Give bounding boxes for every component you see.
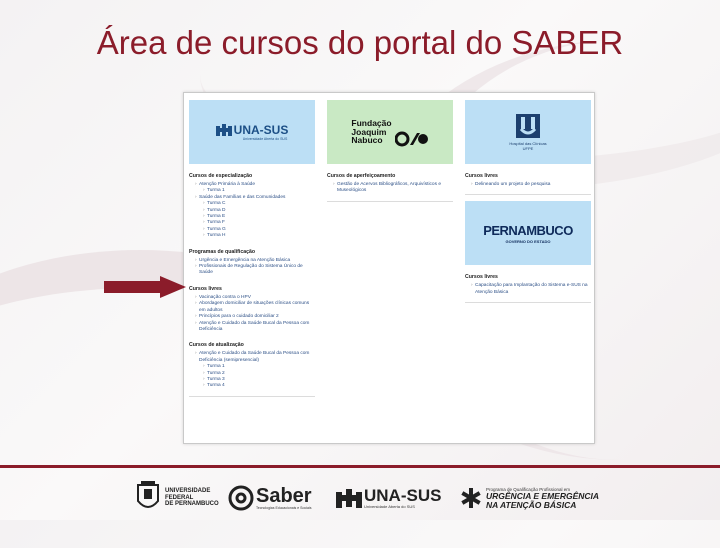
fundaj-logo-line: Fundação bbox=[351, 118, 392, 129]
ufpe-crest-icon bbox=[135, 481, 161, 515]
hc-column bbox=[465, 100, 591, 303]
programa-logo-line: NA ATENÇÃO BÁSICA bbox=[486, 499, 577, 510]
portal-screenshot bbox=[183, 92, 595, 444]
unasus-footer-logo bbox=[336, 478, 441, 518]
highlight-arrow-icon bbox=[104, 276, 186, 298]
ufpe-logo-line: FEDERAL bbox=[165, 494, 194, 501]
fundaj-logo-line: Nabuco bbox=[351, 135, 383, 146]
turma-link[interactable]: › Turma 2 bbox=[189, 371, 315, 377]
divider bbox=[327, 201, 453, 202]
turma-link[interactable]: › Turma G bbox=[189, 227, 315, 233]
turma-link[interactable]: › Turma 1 bbox=[189, 188, 315, 194]
saber-logo bbox=[228, 478, 312, 518]
slide-title: Área de cursos do portal do SABER bbox=[96, 24, 624, 61]
section-title: Cursos livres bbox=[465, 274, 498, 281]
saber-at-icon bbox=[228, 485, 254, 511]
pernambuco-logo[interactable] bbox=[465, 201, 591, 265]
programa-logo-line: Programa de Qualificação Profissional em bbox=[486, 486, 571, 492]
hc-logo-line: UFPE bbox=[522, 146, 534, 151]
unasus-cross-icon bbox=[216, 123, 232, 137]
course-link[interactable]: › Profissionais de Regulação do Sistema Único de Saúde bbox=[189, 264, 315, 277]
section-title: Cursos livres bbox=[189, 285, 222, 292]
pernambuco-logo-text: PERNAMBUCO bbox=[483, 222, 573, 238]
unasus-cross-icon bbox=[336, 487, 362, 509]
section-title: Cursos de aperfeiçoamento bbox=[327, 173, 396, 179]
pernambuco-logo-sub: GOVERNO DO ESTADO bbox=[505, 238, 551, 244]
star-of-life-icon bbox=[460, 487, 482, 509]
fundaj-column bbox=[327, 100, 453, 202]
divider bbox=[189, 396, 315, 397]
divider bbox=[465, 302, 591, 303]
hc-logo[interactable] bbox=[465, 100, 591, 164]
turma-link[interactable]: › Turma E bbox=[189, 214, 315, 220]
unasus-logo-sub: Universidade Aberta do SUS bbox=[242, 137, 288, 141]
turma-link[interactable]: › Turma C bbox=[189, 201, 315, 207]
ufpe-logo-line: DE PERNAMBUCO bbox=[165, 501, 219, 508]
turma-link[interactable]: › Turma H bbox=[189, 233, 315, 239]
turma-link[interactable]: › Turma D bbox=[189, 208, 315, 214]
programa-logo bbox=[460, 478, 599, 518]
divider bbox=[465, 194, 591, 195]
section-title: Cursos de especialização bbox=[189, 173, 253, 179]
fundaj-logo-line: Joaquim bbox=[351, 126, 387, 137]
turma-link[interactable]: › Turma 4 bbox=[189, 383, 315, 389]
course-link[interactable]: › Vacinação contra o HPV bbox=[189, 295, 315, 301]
fundaj-symbol-icon bbox=[395, 131, 429, 147]
unasus-footer-text: UNA-SUS bbox=[364, 486, 442, 505]
turma-link[interactable]: › Turma F bbox=[189, 220, 315, 226]
section-title: Cursos de atualização bbox=[189, 342, 244, 349]
course-link[interactable]: › Capacitação para Implantação do Sistema e-SUS na Atenção Básica bbox=[465, 283, 591, 296]
saber-logo-text: Saber bbox=[256, 485, 312, 507]
saber-logo-sub: Tecnologias Educacionais e Sociais bbox=[256, 506, 312, 510]
course-link[interactable]: › Gestão de Acervos Bibliográficos, Arquivísticos e Museológicos bbox=[327, 182, 453, 195]
section-title: Cursos livres bbox=[465, 173, 498, 179]
ufpe-logo-line: UNIVERSIDADE bbox=[165, 488, 211, 495]
unasus-logo-text: UNA-SUS bbox=[233, 123, 289, 137]
hc-emblem-icon bbox=[515, 113, 541, 139]
course-link[interactable]: › Delineando um projeto de pesquisa bbox=[465, 182, 591, 188]
course-link[interactable]: › Princípios para o cuidado domiciliar 2 bbox=[189, 314, 315, 320]
turma-link[interactable]: › Turma 3 bbox=[189, 377, 315, 383]
course-link[interactable]: › Atenção Primária à Saúde bbox=[189, 182, 315, 188]
course-link[interactable]: › Atenção e Cuidado da Saúde Bucal da Pessoa com Deficiência bbox=[189, 321, 315, 334]
course-link[interactable]: › Atenção e Cuidado da Saúde Bucal da Pessoa com Deficiência (semipresencial) bbox=[189, 351, 315, 364]
course-link[interactable]: › Urgência e Emergência na Atenção Básica bbox=[189, 258, 315, 264]
section-title: Programas de qualificação bbox=[189, 248, 256, 255]
programa-logo-line: URGÊNCIA E EMERGÊNCIA bbox=[486, 490, 600, 501]
course-link[interactable]: › Saúde das Famílias e das Comunidades bbox=[189, 195, 315, 201]
unasus-column bbox=[189, 100, 315, 397]
footer-logos bbox=[0, 478, 720, 518]
fundaj-logo[interactable] bbox=[327, 100, 453, 164]
ufpe-logo bbox=[135, 478, 219, 518]
unasus-logo[interactable] bbox=[189, 100, 315, 164]
hc-logo-line: Hospital das Clínicas bbox=[509, 141, 547, 146]
course-link[interactable]: › Abordagem domiciliar de situações clínicas comuns em adultos bbox=[189, 301, 315, 314]
unasus-footer-sub: Universidade Aberta do SUS bbox=[364, 504, 415, 509]
turma-link[interactable]: › Turma 1 bbox=[189, 364, 315, 370]
footer-divider bbox=[0, 465, 720, 468]
